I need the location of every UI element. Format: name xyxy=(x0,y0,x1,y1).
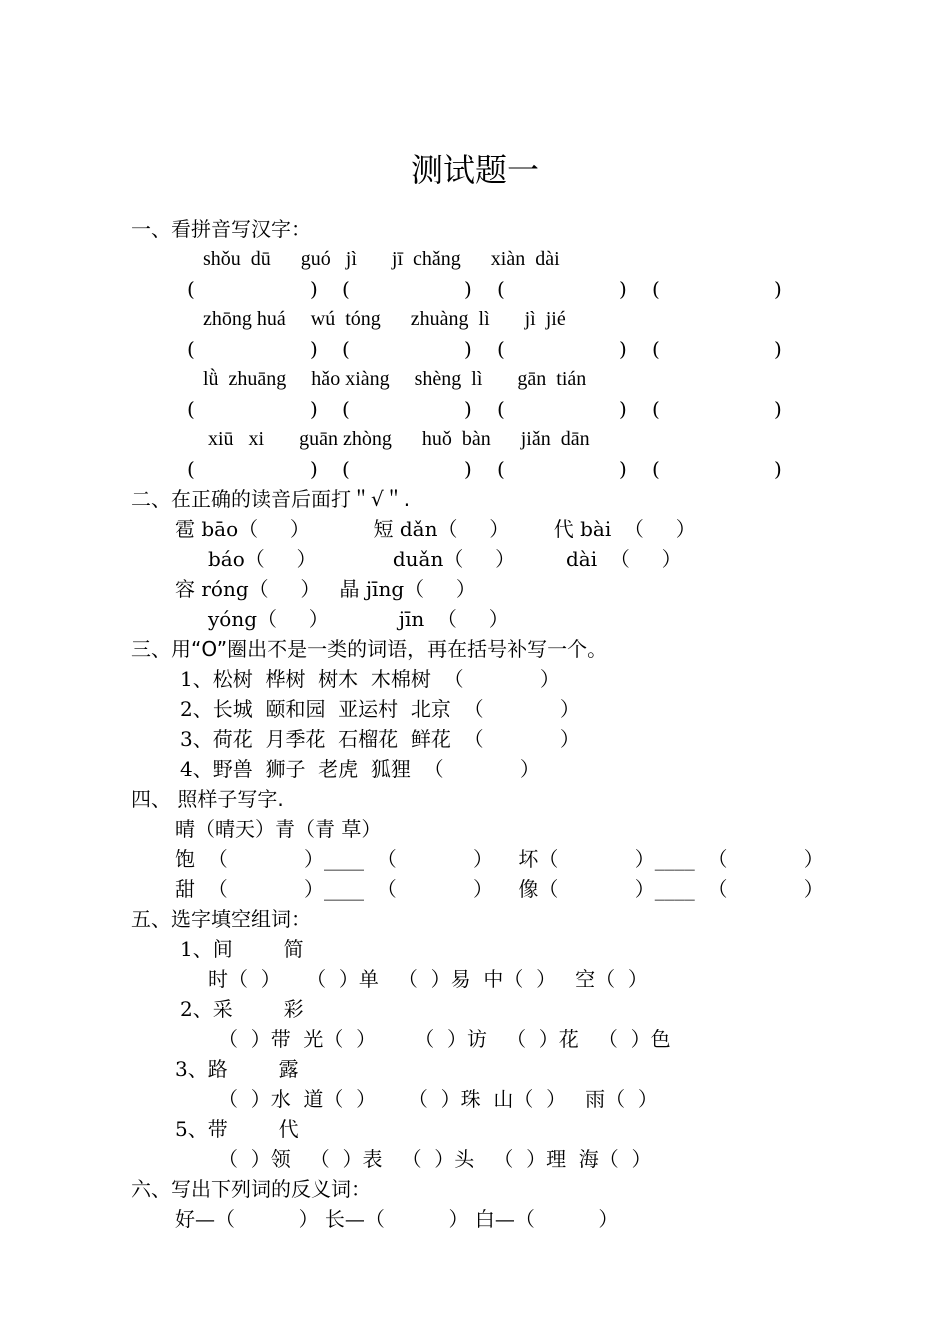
group-line-4: 4、野兽 狮子 老虎 狐狸 （ ） xyxy=(180,757,540,781)
bracket-open: ( xyxy=(652,397,660,421)
section-4-heading: 四、 照样子写字. xyxy=(131,787,284,811)
bracket-open: ( xyxy=(342,397,350,421)
bracket-close: ) xyxy=(464,277,472,301)
bracket-open: ( xyxy=(497,397,505,421)
group-line-2: 2、长城 颐和园 亚运村 北京 （ ） xyxy=(180,697,580,721)
write-line-1: 饱 （ ）____ （ ） 坏（ ）____ （ ） xyxy=(175,847,824,871)
bracket-close: ) xyxy=(619,457,627,481)
pinyin-row-4: xiū xi guān zhòng huǒ bàn jiǎn dān xyxy=(208,428,590,450)
bracket-close: ) xyxy=(619,397,627,421)
choice-words-4: （ ）领 （ ）表 （ ）头 （ ）理 海（ ） xyxy=(218,1147,652,1171)
example-line: 晴（晴天）青（青 草） xyxy=(175,817,382,841)
section-1-heading: 一、看拼音写汉字： xyxy=(131,217,311,241)
bracket-close: ) xyxy=(619,277,627,301)
group-line-1: 1、松树 桦树 树木 木棉树 （ ） xyxy=(180,667,560,691)
section-2-heading: 二、在正确的读音后面打＂√＂. xyxy=(131,487,411,511)
bracket-open: ( xyxy=(497,277,505,301)
bracket-open: ( xyxy=(187,337,195,361)
reading-line-2: báo（ ） duǎn（ ） dài （ ） xyxy=(208,547,682,571)
section-6-heading: 六、写出下列词的反义词： xyxy=(131,1177,371,1201)
section-5-heading: 五、选字填空组词： xyxy=(131,907,311,931)
write-line-2: 甜 （ ）____ （ ） 像（ ）____ （ ） xyxy=(175,877,824,901)
bracket-open: ( xyxy=(342,457,350,481)
bracket-close: ) xyxy=(774,277,782,301)
choice-pair-2: 2、采 彩 xyxy=(180,997,304,1021)
bracket-close: ) xyxy=(310,397,318,421)
bracket-open: ( xyxy=(342,277,350,301)
choice-pair-4: 5、带 代 xyxy=(175,1117,299,1141)
bracket-open: ( xyxy=(652,457,660,481)
bracket-close: ) xyxy=(310,457,318,481)
bracket-open: ( xyxy=(652,277,660,301)
choice-pair-3: 3、路 露 xyxy=(175,1057,299,1081)
bracket-close: ) xyxy=(619,337,627,361)
antonym-line: 好—（ ） 长—（ ） 白—（ ） xyxy=(175,1207,619,1231)
page-title: 测试题一 xyxy=(410,151,539,189)
bracket-open: ( xyxy=(497,457,505,481)
pinyin-row-3: lǜ zhuāng hǎo xiàng shèng lì gān tián xyxy=(203,368,587,390)
choice-pair-1: 1、间 简 xyxy=(180,937,304,961)
bracket-close: ) xyxy=(774,457,782,481)
bracket-close: ) xyxy=(310,277,318,301)
choice-words-2: （ ）带 光（ ） （ ）访 （ ）花 （ ）色 xyxy=(218,1027,671,1051)
choice-words-3: （ ）水 道（ ） （ ）珠 山（ ） 雨（ ） xyxy=(218,1087,658,1111)
bracket-close: ) xyxy=(774,337,782,361)
choice-words-1: 时（ ） （ ）单 （ ）易 中（ ） 空（ ） xyxy=(208,967,648,991)
bracket-close: ) xyxy=(464,397,472,421)
reading-line-4: yóng（ ） jīn （ ） xyxy=(208,607,509,631)
bracket-open: ( xyxy=(497,337,505,361)
reading-line-3: 容 róng（ ） 晶 jīng（ ） xyxy=(175,577,476,601)
reading-line-1: 雹 bāo（ ） 短 dǎn（ ） 代 bài （ ） xyxy=(175,517,696,541)
pinyin-row-2: zhōng huá wú tóng zhuàng lì jì jié xyxy=(203,308,566,330)
pinyin-row-1: shǒu dū guó jì jī chǎng xiàn dài xyxy=(203,248,560,270)
bracket-close: ) xyxy=(464,457,472,481)
bracket-close: ) xyxy=(310,337,318,361)
group-line-3: 3、荷花 月季花 石榴花 鲜花 （ ） xyxy=(180,727,580,751)
bracket-open: ( xyxy=(187,457,195,481)
bracket-close: ) xyxy=(774,397,782,421)
bracket-open: ( xyxy=(187,397,195,421)
bracket-open: ( xyxy=(342,337,350,361)
bracket-close: ) xyxy=(464,337,472,361)
section-3-heading: 三、用“O”圈出不是一类的词语，再在括号补写一个。 xyxy=(131,637,608,661)
bracket-open: ( xyxy=(187,277,195,301)
bracket-open: ( xyxy=(652,337,660,361)
